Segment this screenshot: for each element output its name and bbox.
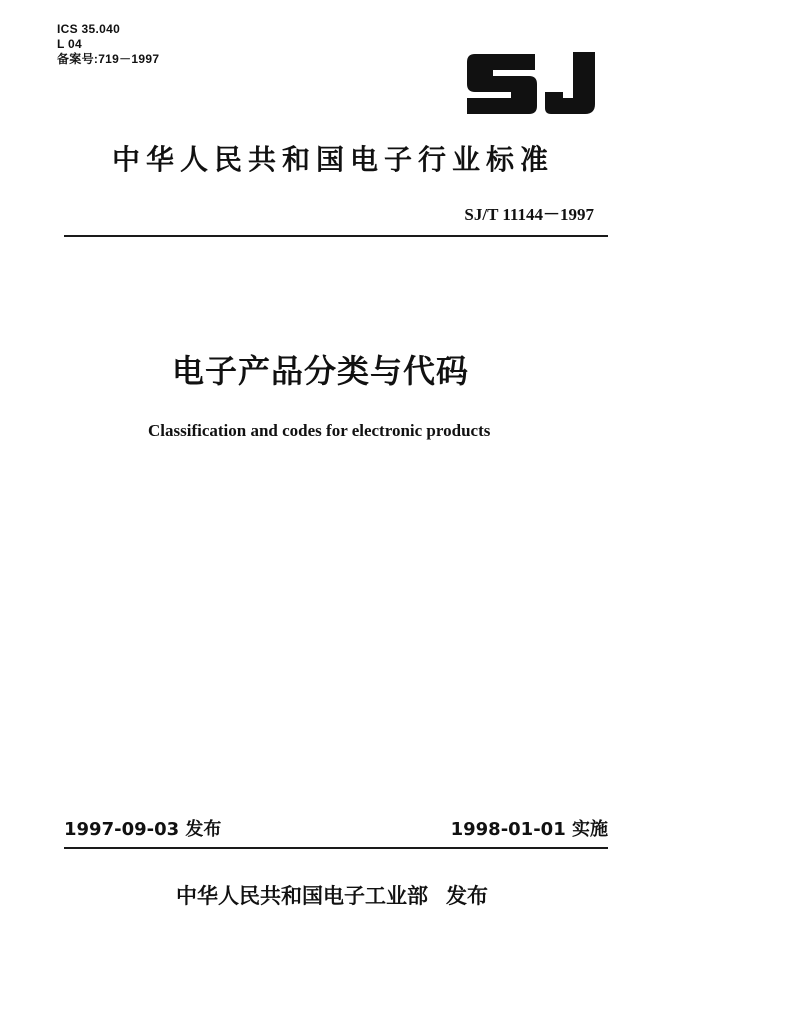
ics-code: ICS 35.040 [57,22,121,36]
top-divider [64,235,608,237]
sj-logo-letter-s [467,54,537,114]
issuing-authority [176,880,488,910]
record-number: 备案号:719－1997 [57,52,160,66]
bottom-divider [64,847,608,849]
effective-date: 1998-01-01 实施 [450,819,608,840]
document-title-chinese: 电子产品分类与代码 [172,352,470,390]
classification-code: L 04 [57,37,82,51]
issuer-action: 发布 [446,884,488,908]
sj-logo-letter-j [545,52,595,114]
issuer-name: 中华人民共和国电子工业部 [176,884,428,908]
standard-number: SJ/T 11144－1997 [464,205,594,224]
sj-logo [463,50,601,116]
industry-standard-title: 中华人民共和国电子行业标准 [112,143,555,176]
issue-date: 1997-09-03 发布 [64,819,222,840]
standard-metadata [57,22,159,67]
document-title-english: Classification and codes for electronic products [148,421,491,440]
